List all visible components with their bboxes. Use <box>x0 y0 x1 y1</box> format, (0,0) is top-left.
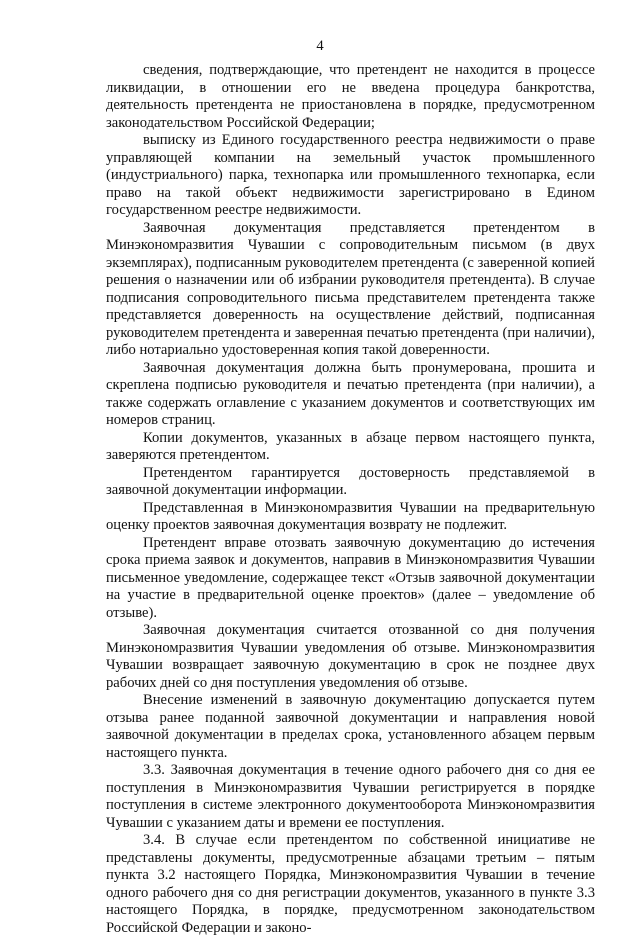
paragraph-8: Претендент вправе отозвать заявочную документацию до истечения срока приема заявок и документов, направив в Минэкономразвития Чувашии письменное уведомление, содержащее текст «Отзыв заявочной документации на участие в предварительной оценке проектов» (далее – уведомление об отзыве). <box>106 534 595 621</box>
paragraph-4: Заявочная документация должна быть пронумерована, прошита и скреплена подписью руководителя и печатью претендента (при наличии), а также содержать оглавление с указанием документов и соответствующих им номеров страниц. <box>106 359 595 428</box>
paragraph-3: Заявочная документация представляется претендентом в Минэкономразвития Чувашии с сопроводительным письмом (в двух экземплярах), подписанным руководителем претендента (с заверенной копией решения о назначении или об избрании руководителя претендента). В случае подписания сопроводительного письма представителем претендента также представляется доверенность на осуществление действий, подписанная руководителем претендента и заверенная печатью претендента (при наличии), либо нотариально удостоверенная копия такой доверенности. <box>106 219 595 358</box>
paragraph-6: Претендентом гарантируется достоверность представляемой в заявочной документации информации. <box>106 464 595 498</box>
paragraph-12: 3.4. В случае если претендентом по собственной инициативе не представлены документы, предусмотренные абзацами третьим – пятым пункта 3.2 настоящего Порядка, Минэкономразвития Чувашии в течение одного рабочего дня со дня регистрации документов, указанного в пункте 3.3 настоящего Порядка, в порядке, предусмотренном законодательством Российской Федерации и законо- <box>106 832 595 936</box>
paragraph-10: Внесение изменений в заявочную документацию допускается путем отзыва ранее поданной заявочной документации и направления новой заявочной документации в пределах срока, установленного абзацем первым настоящего пункта. <box>106 692 595 761</box>
paragraph-2: выписку из Единого государственного реестра недвижимости о праве управляющей компании на земельный участок промышленного (индустриального) парка, технопарка или промышленного технопарка, если право на такой объект недвижимости зарегистрировано в Едином государственном реестре недвижимости. <box>106 132 595 218</box>
paragraph-9: Заявочная документация считается отозванной со дня получения Минэкономразвития Чувашии уведомления об отзыве. Минэкономразвития Чувашии возвращает заявочную документацию в срок не позднее двух рабочих дней со дня поступления уведомления об отзыве. <box>106 622 595 691</box>
document-body <box>106 62 595 937</box>
paragraph-5: Копии документов, указанных в абзаце первом настоящего пункта, заверяются претендентом. <box>106 429 595 463</box>
page-number: 4 <box>316 38 324 54</box>
paragraph-1: сведения, подтверждающие, что претендент не находится в процессе ликвидации, в отношении его не введена процедура банкротства, деятельность претендента не приостановлена в порядке, предусмотренном законодательством Российской Федерации; <box>106 62 595 131</box>
paragraph-11: 3.3. Заявочная документация в течение одного рабочего дня со дня ее поступления в Минэкономразвития Чувашии регистрируется в порядке поступления в системе электронного документооборота Минэкономразвития Чувашии с указанием даты и времени ее поступления. <box>106 762 595 831</box>
paragraph-7: Представленная в Минэкономразвития Чувашии на предварительную оценку проектов заявочная документация возврату не подлежит. <box>106 499 595 533</box>
